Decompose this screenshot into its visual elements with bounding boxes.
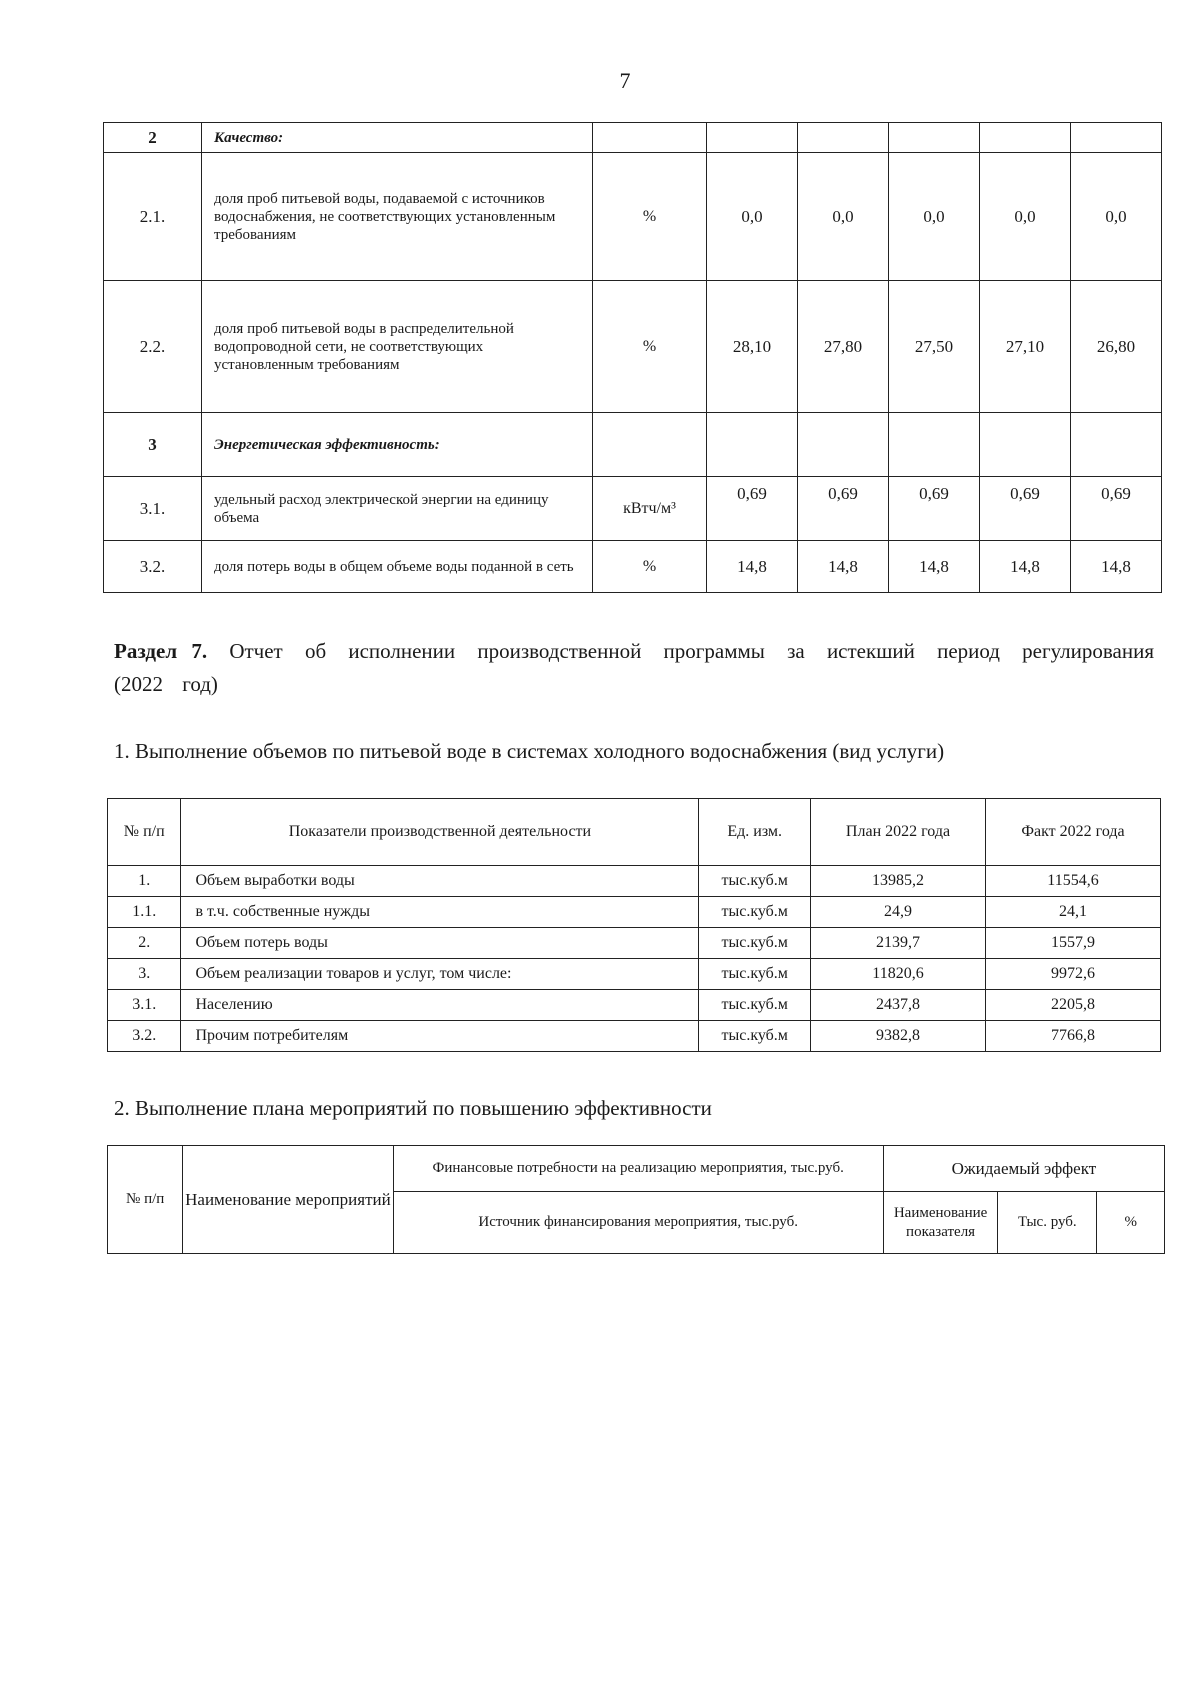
column-header: Наименование мероприятий bbox=[183, 1146, 393, 1254]
table-row bbox=[108, 897, 1161, 928]
table-row bbox=[108, 1021, 1161, 1052]
row-value: 0,69 bbox=[707, 477, 798, 541]
table-row bbox=[104, 413, 1162, 477]
table-row bbox=[108, 928, 1161, 959]
column-header: Показатели производственной деятельности bbox=[181, 799, 699, 866]
row-number: 1. bbox=[108, 866, 181, 897]
table-header-row bbox=[108, 799, 1161, 866]
table-row bbox=[104, 541, 1162, 593]
row-value: 0,69 bbox=[798, 477, 889, 541]
column-header: Наименование показателя bbox=[883, 1192, 997, 1254]
table-row bbox=[104, 477, 1162, 541]
column-header: План 2022 года bbox=[811, 799, 986, 866]
row-unit: % bbox=[593, 153, 707, 281]
row-name: доля потерь воды в общем объеме воды поданной в сеть bbox=[202, 541, 593, 593]
subheading-efficiency: 2. Выполнение плана мероприятий по повышению эффективности bbox=[114, 1096, 712, 1120]
row-fact: 1557,9 bbox=[986, 928, 1161, 959]
column-header: Ожидаемый эффект bbox=[883, 1146, 1164, 1192]
row-fact: 11554,6 bbox=[986, 866, 1161, 897]
row-value: 0,0 bbox=[980, 153, 1071, 281]
table-row bbox=[108, 866, 1161, 897]
table-row bbox=[108, 990, 1161, 1021]
row-number: 3.1. bbox=[108, 990, 181, 1021]
column-header: Ед. изм. bbox=[699, 799, 811, 866]
column-header: Источник финансирования мероприятия, тыс.руб. bbox=[393, 1192, 883, 1254]
row-name: Объем реализации товаров и услуг, том числе: bbox=[181, 959, 699, 990]
row-value: 0,69 bbox=[1071, 477, 1162, 541]
row-name: Населению bbox=[181, 990, 699, 1021]
row-value: 0,69 bbox=[980, 477, 1071, 541]
row-name: Объем выработки воды bbox=[181, 866, 699, 897]
row-value: 14,8 bbox=[1071, 541, 1162, 593]
row-number: 3.2. bbox=[108, 1021, 181, 1052]
table-row bbox=[104, 123, 1162, 153]
section-heading-label: Раздел 7. bbox=[114, 639, 208, 663]
row-value: 28,10 bbox=[707, 281, 798, 413]
row-unit: тыс.куб.м bbox=[699, 897, 811, 928]
row-value: 27,50 bbox=[889, 281, 980, 413]
indicators-table bbox=[103, 122, 1162, 593]
row-name: Прочим потребителям bbox=[181, 1021, 699, 1052]
row-plan: 2139,7 bbox=[811, 928, 986, 959]
row-number: 2. bbox=[108, 928, 181, 959]
row-name: доля проб питьевой воды в распределительной водопроводной сети, не соответствующих установленным требованиям bbox=[202, 281, 593, 413]
row-value: 14,8 bbox=[798, 541, 889, 593]
row-number: 3 bbox=[104, 413, 202, 477]
row-number: 2 bbox=[104, 123, 202, 153]
row-fact: 2205,8 bbox=[986, 990, 1161, 1021]
row-value: 26,80 bbox=[1071, 281, 1162, 413]
section-title: Качество: bbox=[202, 123, 593, 153]
row-value: 14,8 bbox=[707, 541, 798, 593]
table-row bbox=[104, 281, 1162, 413]
subheading-volumes: 1. Выполнение объемов по питьевой воде в системах холодного водоснабжения (вид услуги) bbox=[114, 739, 945, 763]
row-value: 0,0 bbox=[889, 153, 980, 281]
column-header: Финансовые потребности на реализацию мероприятия, тыс.руб. bbox=[393, 1146, 883, 1192]
section-title: Энергетическая эффективность: bbox=[202, 413, 593, 477]
efficiency-plan-table bbox=[107, 1145, 1165, 1254]
page-number: 7 bbox=[619, 68, 631, 93]
row-value: 14,8 bbox=[980, 541, 1071, 593]
row-value: 0,0 bbox=[798, 153, 889, 281]
row-name: Объем потерь воды bbox=[181, 928, 699, 959]
section-heading bbox=[114, 635, 1154, 701]
row-value: 27,10 bbox=[980, 281, 1071, 413]
row-value: 27,80 bbox=[798, 281, 889, 413]
row-plan: 9382,8 bbox=[811, 1021, 986, 1052]
row-number: 2.1. bbox=[104, 153, 202, 281]
volumes-table bbox=[107, 798, 1161, 1052]
table-row bbox=[104, 153, 1162, 281]
row-value: 0,69 bbox=[889, 477, 980, 541]
row-name: в т.ч. собственные нужды bbox=[181, 897, 699, 928]
row-number: 3.1. bbox=[104, 477, 202, 541]
table-row bbox=[108, 959, 1161, 990]
row-unit: % bbox=[593, 281, 707, 413]
row-fact: 9972,6 bbox=[986, 959, 1161, 990]
row-name: доля проб питьевой воды, подаваемой с источников водоснабжения, не соответствующих установленным требованиям bbox=[202, 153, 593, 281]
row-number: 3. bbox=[108, 959, 181, 990]
row-unit: % bbox=[593, 541, 707, 593]
row-number: 2.2. bbox=[104, 281, 202, 413]
row-unit: тыс.куб.м bbox=[699, 866, 811, 897]
row-fact: 24,1 bbox=[986, 897, 1161, 928]
section-heading-text: Отчет об исполнении производственной программы за истекший период регулирования (2022 год) bbox=[114, 639, 1154, 696]
row-plan: 2437,8 bbox=[811, 990, 986, 1021]
row-plan: 11820,6 bbox=[811, 959, 986, 990]
column-header: Факт 2022 года bbox=[986, 799, 1161, 866]
column-header: Тыс. руб. bbox=[998, 1192, 1097, 1254]
row-unit: тыс.куб.м bbox=[699, 928, 811, 959]
row-value: 0,0 bbox=[707, 153, 798, 281]
column-header: % bbox=[1097, 1192, 1165, 1254]
row-name: удельный расход электрической энергии на единицу объема bbox=[202, 477, 593, 541]
row-unit: кВтч/м³ bbox=[593, 477, 707, 541]
row-plan: 24,9 bbox=[811, 897, 986, 928]
column-header: № п/п bbox=[108, 799, 181, 866]
row-number: 3.2. bbox=[104, 541, 202, 593]
row-unit: тыс.куб.м bbox=[699, 990, 811, 1021]
row-plan: 13985,2 bbox=[811, 866, 986, 897]
row-value: 0,0 bbox=[1071, 153, 1162, 281]
table-header-row bbox=[108, 1146, 1165, 1192]
row-unit: тыс.куб.м bbox=[699, 959, 811, 990]
row-number: 1.1. bbox=[108, 897, 181, 928]
row-fact: 7766,8 bbox=[986, 1021, 1161, 1052]
row-unit: тыс.куб.м bbox=[699, 1021, 811, 1052]
row-value: 14,8 bbox=[889, 541, 980, 593]
column-header: № п/п bbox=[108, 1146, 183, 1254]
